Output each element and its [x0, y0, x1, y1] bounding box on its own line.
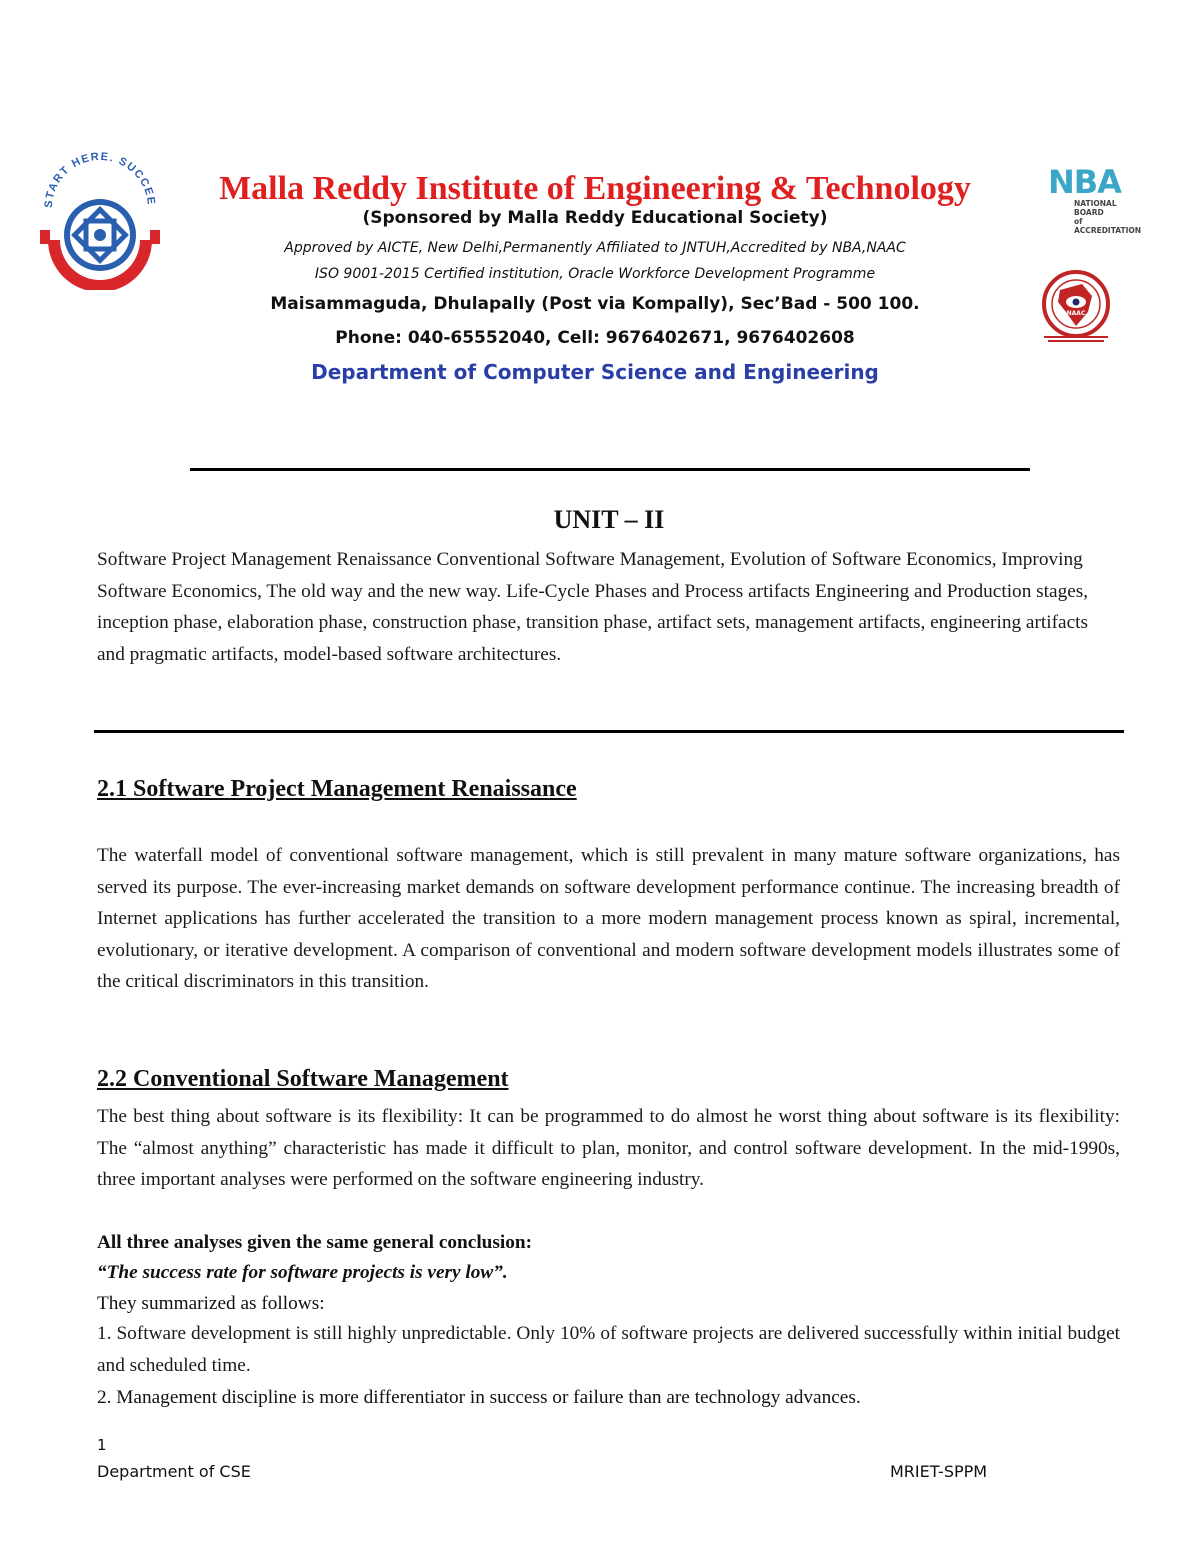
page-number: 1: [97, 1436, 107, 1454]
success-rate-quote: “The success rate for software projects is very low”.: [97, 1262, 508, 1283]
phone-line: Phone: 040-65552040, Cell: 9676402671, 9676402608: [335, 328, 855, 348]
section-2-2-body: The best thing about software is its flexibility: It can be programmed to do almost he worst thing about software is its flexibility: The “almost anything” characteristic has made it difficult to plan, monitor, and control software development. In the mid-1990s, three important analyses were performed on the software engineering industry.: [97, 1106, 1120, 1190]
conclusion-label: All three analyses given the same general conclusion:: [97, 1232, 533, 1253]
summary-intro: They summarized as follows:: [97, 1293, 325, 1314]
department-title: Department of Computer Science and Engineering: [311, 360, 879, 384]
nba-logo-mark: NBA: [1048, 163, 1121, 201]
section-2-1-body: The waterfall model of conventional software management, which is still prevalent in many mature software organizations, has served its purpose. The ever-increasing market demands on software development performance continue. The increasing breadth of Internet applications has further accelerated the transition to a more modern management process known as spiral, incremental, evolutionary, or iterative development. A comparison of conventional and modern software development models illustrates some of the critical discriminators in this transition.: [97, 845, 1120, 992]
footer-course-code: MRIET-SPPM: [890, 1462, 988, 1481]
summary-point-1: 1. Software development is still highly unpredictable. Only 10% of software projects are delivered successfully within initial budget and scheduled time.: [97, 1323, 1120, 1376]
nba-logo: [1048, 163, 1142, 235]
footer-department: Department of CSE: [97, 1462, 251, 1481]
logo-arc-text: START HERE. SUCCEE: [42, 150, 158, 209]
header-divider: [190, 468, 1030, 471]
naac-logo: [1030, 268, 1122, 346]
institute-name: Malla Reddy Institute of Engineering & Technology: [219, 170, 971, 207]
nba-logo-line2: of ACCREDITATION: [1074, 217, 1142, 235]
naac-logo-text: NAAC: [1066, 310, 1086, 317]
nba-logo-line1: NATIONAL BOARD: [1074, 199, 1117, 217]
section-2-1-heading: 2.1 Software Project Management Renaissance: [97, 776, 577, 802]
summary-point-2: 2. Management discipline is more differentiator in success or failure than are technology advances.: [97, 1387, 861, 1408]
address-line: Maisammaguda, Dhulapally (Post via Kompally), Sec’Bad - 500 100.: [270, 294, 920, 314]
approval-line: Approved by AICTE, New Delhi,Permanently Affiliated to JNTUH,Accredited by NBA,NAAC: [284, 240, 906, 256]
iso-line: ISO 9001-2015 Certified institution, Oracle Workforce Development Programme: [314, 266, 876, 282]
section-2-2-heading: 2.2 Conventional Software Management: [97, 1066, 509, 1092]
svg-text:START HERE. SUCCEED ANYWHERE.: [30, 130, 157, 208]
institute-logo: [30, 130, 170, 290]
unit-title: UNIT – II: [553, 505, 665, 534]
unit-summary: Software Project Management Renaissance Conventional Software Management, Evolution of Software Economics, Improving Software Economics, The old way and the new way. Life-Cycle Phases and Process artifacts Engineering and Production stages, inception phase, elaboration phase, construction phase, transition phase, artifact sets, management artifacts, engineering artifacts and pragmatic artifacts, model-based software architectures.: [97, 549, 1089, 665]
sponsor-line: (Sponsored by Malla Reddy Educational Society): [362, 208, 828, 228]
unit-divider: [94, 730, 1124, 733]
